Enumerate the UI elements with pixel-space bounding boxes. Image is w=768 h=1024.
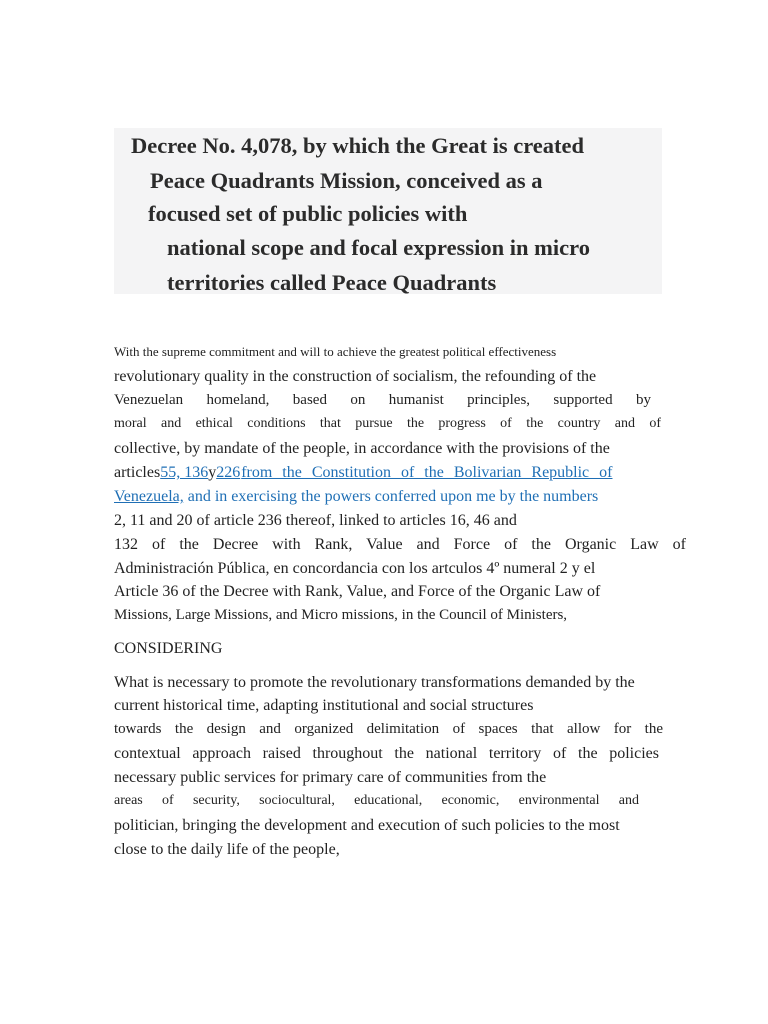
considering-line-2: current historical time, adapting institutional and social structures xyxy=(114,697,534,714)
intro-line-2: revolutionary quality in the construction of socialism, the refounding of the xyxy=(114,368,597,385)
article-link-226[interactable]: 226 xyxy=(216,464,241,481)
considering-line-5: necessary public services for primary care of communities from the xyxy=(114,769,547,786)
title-line-1: Decree No. 4,078, by which the Great is created xyxy=(131,133,585,158)
articles-y: y xyxy=(208,464,217,481)
constitution-link-continued[interactable]: Venezuela, xyxy=(114,488,184,505)
considering-line-7: politician, bringing the development and execution of such policies to the most xyxy=(114,817,620,834)
intro-line-3: Venezuelan homeland, based on humanist principles, supported by xyxy=(114,393,651,408)
considering-line-1: What is necessary to promote the revolutionary transformations demanded by the xyxy=(114,674,635,691)
articles-prefix: articles xyxy=(114,464,161,481)
intro-line-11: Article 36 of the Decree with Rank, Value, and Force of the Organic Law of xyxy=(114,583,601,600)
considering-line-6: areas of security, sociocultural, educational, economic, environmental and xyxy=(114,794,639,808)
considering-line-8: close to the daily life of the people, xyxy=(114,841,340,858)
title-line-4: national scope and focal expression in micro xyxy=(167,235,590,260)
constitution-link[interactable]: from the Constitution of the Bolivarian Republic of xyxy=(241,464,613,481)
title-box xyxy=(114,128,662,294)
articles-link-55-136[interactable]: 55, 136 xyxy=(160,464,209,481)
considering-heading: CONSIDERING xyxy=(114,640,223,657)
intro-line-10: Administración Pública, en concordancia con los artculos 4º numeral 2 y el xyxy=(114,560,596,577)
intro-line-9: 132 of the Decree with Rank, Value and Force of the Organic Law of xyxy=(114,537,686,553)
title-line-3: focused set of public policies with xyxy=(148,201,468,226)
intro-line-1: With the supreme commitment and will to achieve the greatest political effectiveness xyxy=(114,344,557,359)
considering-line-3: towards the design and organized delimitation of spaces that allow for the xyxy=(114,722,663,737)
intro-line-7 xyxy=(114,489,598,505)
intro-line-4: moral and ethical conditions that pursue the progress of the country and of xyxy=(114,417,661,431)
powers-text: and in exercising the powers conferred upon me by the numbers xyxy=(183,488,599,505)
title-line-5: territories called Peace Quadrants xyxy=(167,270,497,295)
title-line-2: Peace Quadrants Mission, conceived as a xyxy=(150,168,543,193)
considering-line-4: contextual approach raised throughout the national territory of the policies xyxy=(114,746,659,762)
intro-line-12: Missions, Large Missions, and Micro missions, in the Council of Ministers, xyxy=(114,607,568,623)
intro-line-5: collective, by mandate of the people, in accordance with the provisions of the xyxy=(114,440,610,457)
intro-line-8: 2, 11 and 20 of article 236 thereof, linked to articles 16, 46 and xyxy=(114,512,517,529)
intro-line-6 xyxy=(114,465,662,481)
